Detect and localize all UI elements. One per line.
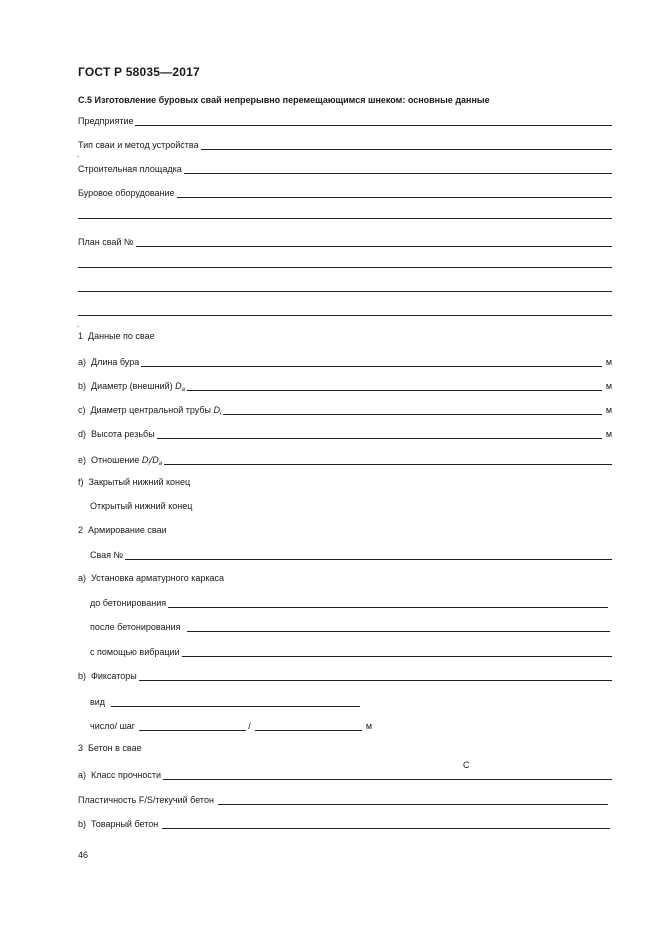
symbol: D — [141, 455, 149, 465]
field-label: Строительная площадка — [78, 164, 182, 174]
field-drill-length — [78, 353, 612, 367]
field-label: a) Класс прочности — [78, 770, 162, 780]
fill-line — [139, 721, 246, 731]
field-label: a) Длина бура — [78, 357, 140, 367]
field-ready-mix — [78, 815, 610, 829]
fill-line — [218, 795, 608, 805]
document-header: ГОСТ Р 58035—2017 — [78, 65, 200, 79]
fill-line — [177, 188, 612, 198]
field-label: Предприятие — [78, 116, 134, 126]
blank-line — [78, 291, 612, 292]
symbol: D — [152, 455, 159, 465]
fill-line — [164, 455, 612, 465]
label-text: b) Диаметр (внешний) — [78, 381, 176, 391]
subscript: a — [181, 387, 185, 393]
field-pile-plan — [78, 233, 612, 247]
field-spacer-kind — [90, 693, 360, 707]
page-number: 46 — [78, 850, 89, 860]
field-pile-type — [78, 136, 612, 150]
field-after-concreting — [90, 618, 610, 632]
fill-line — [141, 357, 602, 367]
subscript: i — [220, 411, 222, 417]
field-label: вид — [90, 697, 106, 707]
symbol: D — [175, 381, 182, 391]
blank-line — [78, 267, 612, 268]
field-thread-height — [78, 425, 612, 439]
field-spacers — [78, 667, 612, 681]
field-label: с помощью вибрации — [90, 647, 180, 657]
field-label: b) Фиксаторы — [78, 671, 137, 681]
fill-line — [111, 697, 360, 707]
cage-installation-label: a) Установка арматурного каркаса — [78, 573, 225, 583]
field-site — [78, 160, 612, 174]
unit-label: м — [605, 429, 612, 439]
stray-dot: . — [77, 320, 80, 329]
fill-line — [136, 237, 612, 247]
stray-dot: . — [77, 150, 80, 159]
label-text: e) Отношение — [78, 455, 142, 465]
fill-line — [201, 140, 612, 150]
subscript: a — [158, 461, 163, 467]
blank-line — [78, 315, 612, 316]
field-enterprise — [78, 112, 612, 126]
section-2-title: 2 Армирование сваи — [78, 525, 167, 535]
field-pile-number — [90, 546, 612, 560]
symbol: D — [213, 405, 221, 415]
field-label: Буровое оборудование — [78, 188, 175, 198]
slash: / — [149, 455, 153, 465]
field-count-step — [90, 717, 372, 731]
blank-line — [78, 218, 612, 219]
fill-line — [187, 622, 611, 632]
fill-line — [184, 164, 612, 174]
field-plasticity — [78, 791, 608, 805]
separator: / — [248, 721, 251, 731]
section-title: С.5 Изготовление буровых свай непрерывно перемещающимся шнеком: основные данные — [78, 95, 490, 105]
section-1-title: 1 Данные по свае — [78, 331, 155, 341]
field-label: План свай № — [78, 237, 134, 247]
field-label: b) Товарный бетон — [78, 819, 159, 829]
class-mark: С — [463, 760, 470, 770]
field-label — [78, 455, 162, 465]
fill-line — [163, 760, 612, 780]
unit-label: м — [605, 381, 612, 391]
fill-line — [162, 819, 610, 829]
field-label — [78, 405, 221, 415]
fill-line — [139, 671, 612, 681]
fill-line — [135, 116, 612, 126]
field-label: Свая № — [90, 550, 124, 560]
fill-line — [223, 405, 601, 415]
option-open-end: Открытый нижний конец — [90, 501, 193, 511]
fill-line — [125, 550, 612, 560]
field-before-concreting — [90, 594, 608, 608]
fill-line — [255, 721, 362, 731]
field-ratio — [78, 451, 612, 465]
field-outer-diameter — [78, 377, 612, 391]
section-3-title: 3 Бетон в свае — [78, 743, 142, 753]
unit-label: м — [605, 405, 612, 415]
unit-label: м — [365, 721, 373, 731]
field-strength-class — [78, 760, 612, 780]
field-vibration — [90, 643, 612, 657]
field-label: Тип сваи и метод устройства — [78, 140, 199, 150]
field-label — [78, 381, 185, 391]
field-label: число/ шаг — [90, 721, 136, 731]
field-label: d) Высота резьбы — [78, 429, 155, 439]
fill-line — [187, 381, 602, 391]
option-closed-end: f) Закрытый нижний конец — [78, 477, 191, 487]
unit-label: м — [605, 357, 612, 367]
field-label: после бетонирования — [90, 622, 181, 632]
fill-line — [168, 598, 608, 608]
field-central-pipe-diameter — [78, 401, 612, 415]
subscript: i — [148, 461, 150, 467]
fill-line — [182, 647, 612, 657]
field-label: Пластичность F/S/текучий бетон — [78, 795, 214, 805]
field-equipment — [78, 184, 612, 198]
label-text: c) Диаметр центральной трубы — [78, 405, 214, 415]
fill-line — [157, 429, 602, 439]
field-label: до бетонирования — [90, 598, 167, 608]
